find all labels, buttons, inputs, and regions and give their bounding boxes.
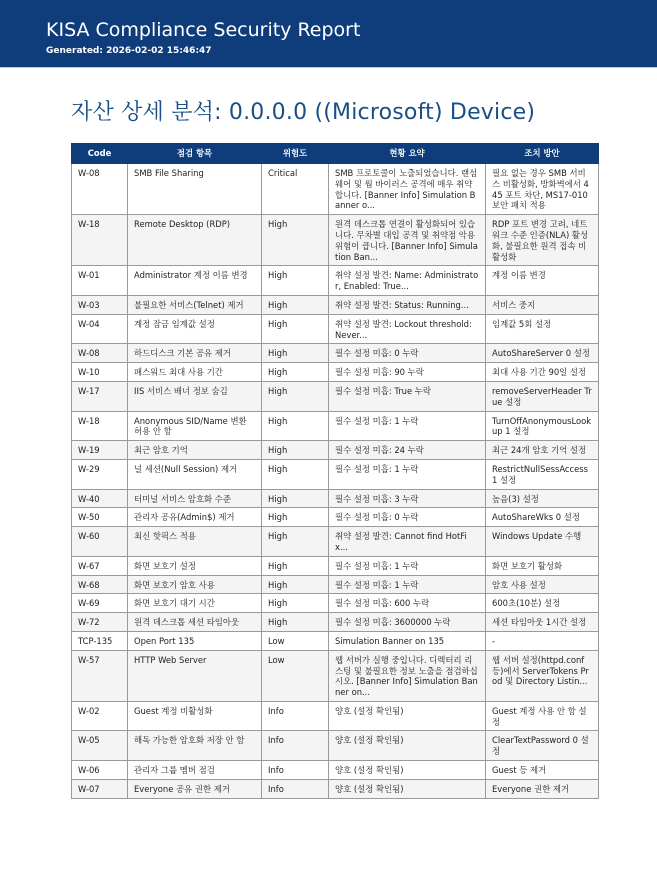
- cell-risk: High: [262, 527, 329, 557]
- table-row: [72, 411, 599, 441]
- cell-code: W-19: [72, 441, 128, 460]
- table-header-row: [72, 144, 599, 164]
- cell-code: W-72: [72, 613, 128, 632]
- cell-item: 화면 보호기 대기 시간: [128, 594, 262, 613]
- cell-risk: High: [262, 363, 329, 382]
- cell-code: W-57: [72, 650, 128, 701]
- cell-item: 원격 데스크톱 세션 타임아웃: [128, 613, 262, 632]
- cell-summary: 필수 설정 미흡: 90 누락: [329, 363, 486, 382]
- cell-summary: 취약 설정 발견: Status: Running...: [329, 295, 486, 314]
- cell-summary: 취약 설정 발견: Name: Administrator, Enabled: True...: [329, 266, 486, 296]
- column-header-risk: 위험도: [262, 144, 329, 164]
- table-row: [72, 575, 599, 594]
- cell-code: W-08: [72, 164, 128, 215]
- cell-action: RestrictNullSessAccess 1 설정: [486, 459, 599, 489]
- cell-action: AutoShareServer 0 설정: [486, 344, 599, 363]
- cell-summary: 필수 설정 미흡: 3600000 누락: [329, 613, 486, 632]
- cell-code: W-08: [72, 344, 128, 363]
- cell-summary: 필수 설정 미흡: 0 누락: [329, 344, 486, 363]
- report-header: [0, 0, 657, 67]
- cell-summary: 양호 (설정 확인됨): [329, 731, 486, 761]
- page-title: 자산 상세 분석: 0.0.0.0 ((Microsoft) Device): [71, 100, 536, 125]
- cell-item: 화면 보호기 설정: [128, 556, 262, 575]
- table-row: [72, 761, 599, 780]
- cell-code: W-68: [72, 575, 128, 594]
- cell-action: 화면 보호기 활성화: [486, 556, 599, 575]
- cell-item: 최근 암호 기억: [128, 441, 262, 460]
- cell-item: 최신 핫픽스 적용: [128, 527, 262, 557]
- cell-action: TurnOffAnonymousLookup 1 설정: [486, 411, 599, 441]
- cell-risk: Critical: [262, 164, 329, 215]
- table-row: [72, 508, 599, 527]
- cell-risk: High: [262, 381, 329, 411]
- cell-code: W-03: [72, 295, 128, 314]
- cell-item: 하드디스크 기본 공유 제거: [128, 344, 262, 363]
- table-row: [72, 731, 599, 761]
- cell-action: Guest 등 제거: [486, 761, 599, 780]
- cell-risk: Low: [262, 650, 329, 701]
- cell-item: Administrator 계정 이름 변경: [128, 266, 262, 296]
- cell-code: W-29: [72, 459, 128, 489]
- cell-summary: 필수 설정 미흡: 1 누락: [329, 575, 486, 594]
- cell-item: 불필요한 서비스(Telnet) 제거: [128, 295, 262, 314]
- cell-code: W-40: [72, 489, 128, 508]
- cell-code: TCP-135: [72, 631, 128, 650]
- table-row: [72, 344, 599, 363]
- header-divider: [0, 67, 657, 68]
- cell-summary: 필수 설정 미흡: 600 누락: [329, 594, 486, 613]
- cell-action: 높음(3) 설정: [486, 489, 599, 508]
- cell-item: 널 세션(Null Session) 제거: [128, 459, 262, 489]
- generated-timestamp: Generated: 2026-02-02 15:46:47: [46, 46, 212, 56]
- cell-summary: 웹 서버가 실행 중입니다. 디렉터리 리스팅 및 불필요한 정보 노출을 점검하십시오. [Banner Info] Simulation Banner on...: [329, 650, 486, 701]
- table-row: [72, 381, 599, 411]
- cell-action: 600초(10분) 설정: [486, 594, 599, 613]
- column-header-summary: 현황 요약: [329, 144, 486, 164]
- cell-risk: High: [262, 344, 329, 363]
- cell-risk: Info: [262, 761, 329, 780]
- column-header-item: 점검 항목: [128, 144, 262, 164]
- cell-action: 필요 없는 경우 SMB 서비스 비활성화, 방화벽에서 445 포트 차단, MS17-010 보안 패치 적용: [486, 164, 599, 215]
- cell-item: Open Port 135: [128, 631, 262, 650]
- cell-action: 최대 사용 기간 90일 설정: [486, 363, 599, 382]
- cell-item: Everyone 공유 권한 제거: [128, 779, 262, 798]
- table-row: [72, 489, 599, 508]
- cell-action: Windows Update 수행: [486, 527, 599, 557]
- cell-code: W-04: [72, 314, 128, 344]
- cell-action: ClearTextPassword 0 설정: [486, 731, 599, 761]
- cell-summary: 양호 (설정 확인됨): [329, 761, 486, 780]
- cell-summary: 필수 설정 미흡: 3 누락: [329, 489, 486, 508]
- cell-action: -: [486, 631, 599, 650]
- cell-risk: Info: [262, 731, 329, 761]
- table-row: [72, 631, 599, 650]
- cell-code: W-18: [72, 411, 128, 441]
- cell-risk: Low: [262, 631, 329, 650]
- cell-risk: High: [262, 508, 329, 527]
- cell-action: RDP 포트 변경 고려, 네트워크 수준 인증(NLA) 활성화, 불필요한 원격 접속 비활성화: [486, 215, 599, 266]
- cell-action: 임계값 5회 설정: [486, 314, 599, 344]
- table-row: [72, 314, 599, 344]
- cell-code: W-67: [72, 556, 128, 575]
- cell-risk: High: [262, 411, 329, 441]
- cell-item: Guest 계정 비활성화: [128, 701, 262, 731]
- cell-action: AutoShareWks 0 설정: [486, 508, 599, 527]
- cell-risk: Info: [262, 779, 329, 798]
- cell-action: Guest 계정 사용 안 함 설정: [486, 701, 599, 731]
- column-header-code: Code: [72, 144, 128, 164]
- cell-code: W-01: [72, 266, 128, 296]
- cell-item: Anonymous SID/Name 변환 허용 안 함: [128, 411, 262, 441]
- cell-summary: 원격 데스크톱 연결이 활성화되어 있습니다. 무차별 대입 공격 및 취약점 악용 위험이 큽니다. [Banner Info] Simulation Ban...: [329, 215, 486, 266]
- cell-item: 관리자 그룹 멤버 점검: [128, 761, 262, 780]
- table-row: [72, 779, 599, 798]
- table-row: [72, 701, 599, 731]
- cell-risk: Info: [262, 701, 329, 731]
- cell-item: 패스워드 최대 사용 기간: [128, 363, 262, 382]
- cell-action: 서비스 중지: [486, 295, 599, 314]
- cell-summary: 필수 설정 미흡: 24 누락: [329, 441, 486, 460]
- cell-risk: High: [262, 575, 329, 594]
- cell-item: SMB File Sharing: [128, 164, 262, 215]
- cell-code: W-69: [72, 594, 128, 613]
- table-row: [72, 556, 599, 575]
- table-row: [72, 441, 599, 460]
- cell-risk: High: [262, 594, 329, 613]
- cell-risk: High: [262, 613, 329, 632]
- cell-risk: High: [262, 556, 329, 575]
- cell-summary: SMB 프로토콜이 노출되었습니다. 랜섬웨어 및 웜 바이러스 공격에 매우 취약합니다. [Banner Info] Simulation Banner o...: [329, 164, 486, 215]
- cell-summary: 필수 설정 미흡: True 누락: [329, 381, 486, 411]
- table-row: [72, 613, 599, 632]
- cell-item: 계정 잠금 임계값 설정: [128, 314, 262, 344]
- cell-summary: 양호 (설정 확인됨): [329, 701, 486, 731]
- table-row: [72, 527, 599, 557]
- cell-item: 해독 가능한 암호화 저장 안 함: [128, 731, 262, 761]
- cell-action: 계정 이름 변경: [486, 266, 599, 296]
- cell-item: 관리자 공유(Admin$) 제거: [128, 508, 262, 527]
- cell-code: W-07: [72, 779, 128, 798]
- table-body: [72, 164, 599, 799]
- cell-action: 암호 사용 설정: [486, 575, 599, 594]
- cell-summary: Simulation Banner on 135: [329, 631, 486, 650]
- table-row: [72, 215, 599, 266]
- cell-code: W-60: [72, 527, 128, 557]
- cell-code: W-17: [72, 381, 128, 411]
- cell-summary: 취약 설정 발견: Lockout threshold: Never...: [329, 314, 486, 344]
- table-row: [72, 459, 599, 489]
- cell-risk: High: [262, 266, 329, 296]
- cell-item: 터미널 서비스 암호화 수준: [128, 489, 262, 508]
- cell-item: HTTP Web Server: [128, 650, 262, 701]
- cell-action: Everyone 권한 제거: [486, 779, 599, 798]
- cell-item: Remote Desktop (RDP): [128, 215, 262, 266]
- table-row: [72, 363, 599, 382]
- table-row: [72, 594, 599, 613]
- column-header-action: 조치 방안: [486, 144, 599, 164]
- table-row: [72, 650, 599, 701]
- cell-summary: 양호 (설정 확인됨): [329, 779, 486, 798]
- cell-item: 화면 보호기 암호 사용: [128, 575, 262, 594]
- findings-table: [71, 143, 599, 799]
- cell-risk: High: [262, 441, 329, 460]
- cell-risk: High: [262, 314, 329, 344]
- table-row: [72, 295, 599, 314]
- cell-action: 세션 타임아웃 1시간 설정: [486, 613, 599, 632]
- cell-risk: High: [262, 295, 329, 314]
- cell-code: W-05: [72, 731, 128, 761]
- cell-action: 최근 24개 암호 기억 설정: [486, 441, 599, 460]
- cell-code: W-10: [72, 363, 128, 382]
- cell-summary: 필수 설정 미흡: 0 누락: [329, 508, 486, 527]
- cell-summary: 필수 설정 미흡: 1 누락: [329, 411, 486, 441]
- cell-code: W-50: [72, 508, 128, 527]
- cell-risk: High: [262, 459, 329, 489]
- cell-action: 웹 서버 설정(httpd.conf 등)에서 ServerTokens Prod 및 Directory Listin...: [486, 650, 599, 701]
- cell-risk: High: [262, 489, 329, 508]
- cell-code: W-06: [72, 761, 128, 780]
- cell-summary: 취약 설정 발견: Cannot find HotFix...: [329, 527, 486, 557]
- report-title: KISA Compliance Security Report: [46, 19, 361, 41]
- cell-code: W-18: [72, 215, 128, 266]
- table-row: [72, 164, 599, 215]
- cell-item: IIS 서비스 배너 정보 숨김: [128, 381, 262, 411]
- cell-summary: 필수 설정 미흡: 1 누락: [329, 459, 486, 489]
- cell-summary: 필수 설정 미흡: 1 누락: [329, 556, 486, 575]
- cell-risk: High: [262, 215, 329, 266]
- cell-code: W-02: [72, 701, 128, 731]
- table-row: [72, 266, 599, 296]
- cell-action: removeServerHeader True 설정: [486, 381, 599, 411]
